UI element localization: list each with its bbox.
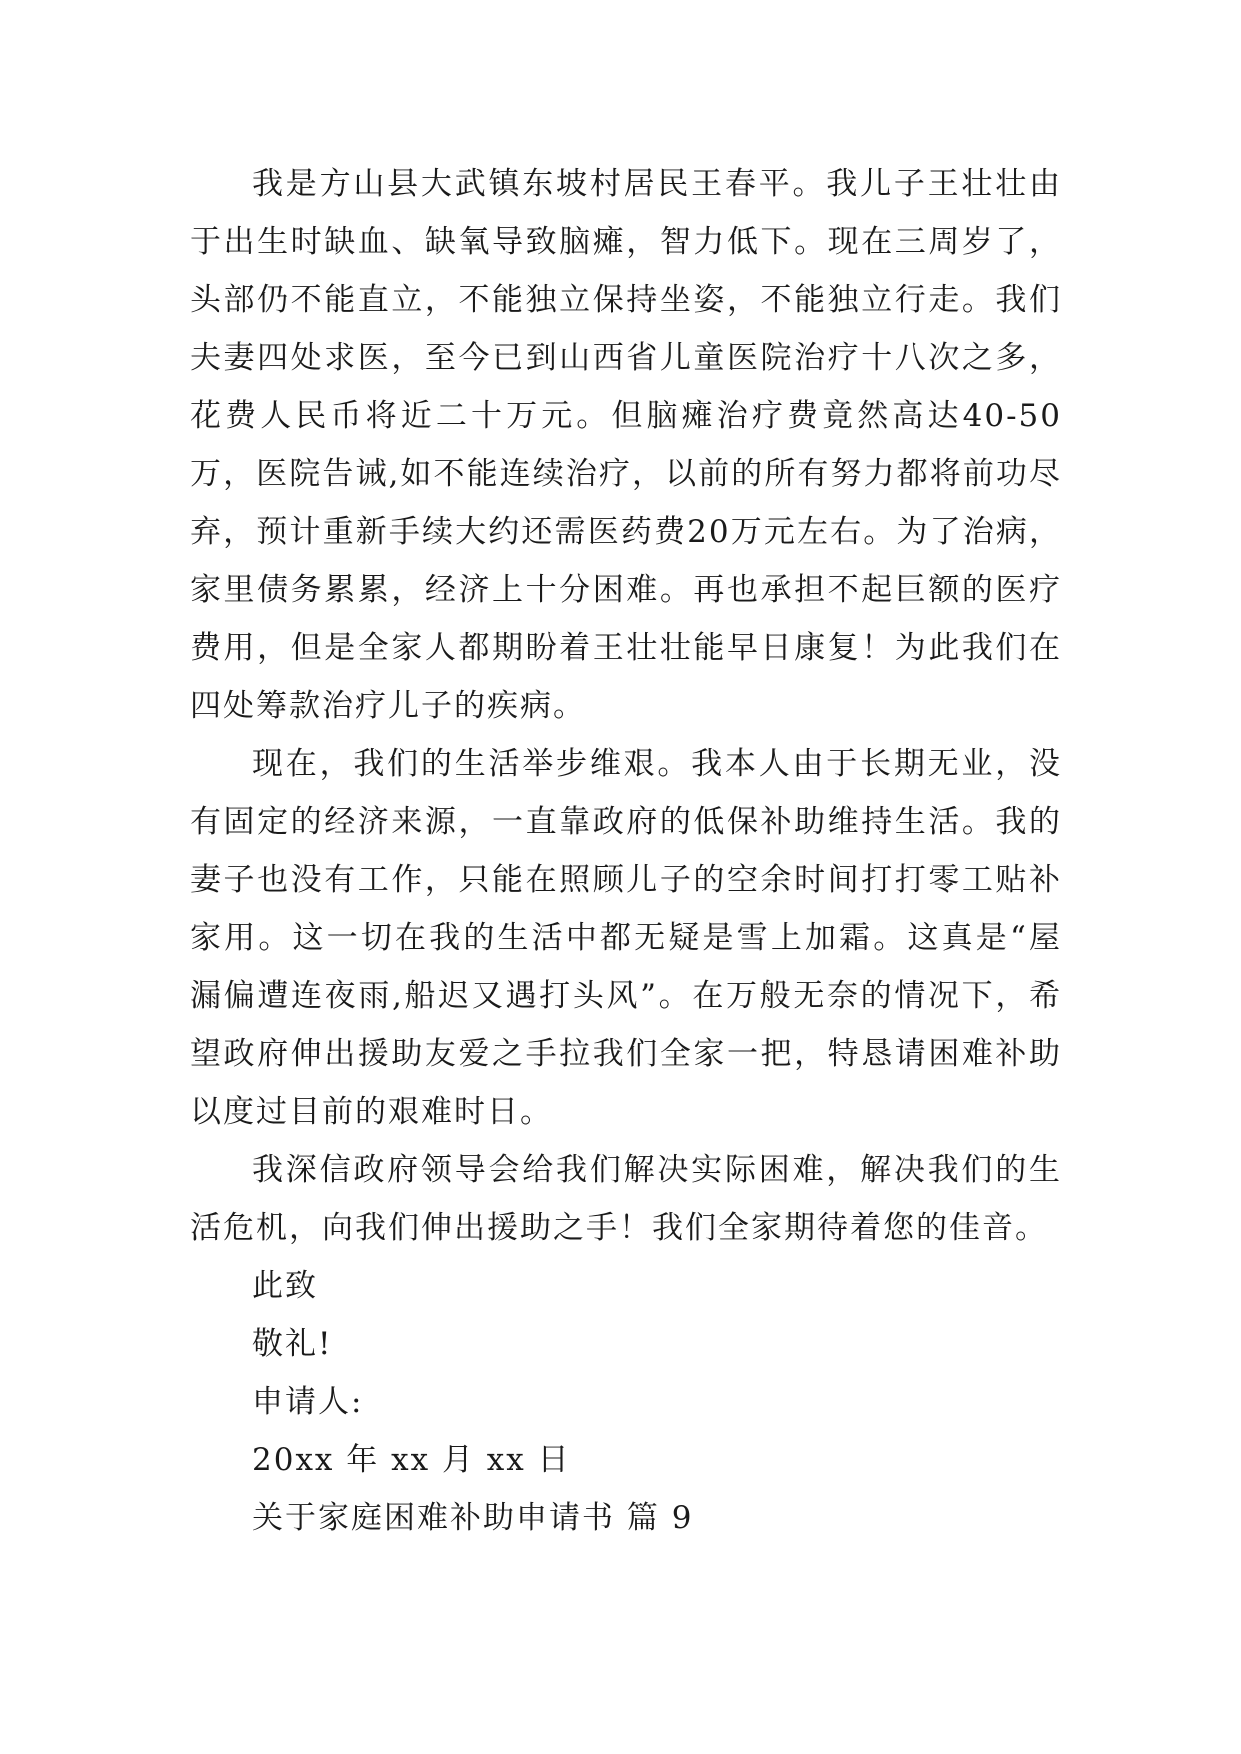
date-line: 20xx 年 xx 月 xx 日: [252, 1442, 571, 1478]
salute-line: 敬礼!: [252, 1326, 333, 1362]
next-section-title: 关于家庭困难补助申请书 篇 9: [252, 1500, 694, 1536]
closing-line: 此致: [252, 1268, 318, 1304]
document-body: [190, 155, 1062, 1547]
paragraph-3: 我深信政府领导会给我们解决实际困难，解决我们的生活危机，向我们伸出援助之手！我们全家期待着您的佳音。: [190, 1152, 1062, 1246]
paragraph-2: 现在，我们的生活举步维艰。我本人由于长期无业，没有固定的经济来源，一直靠政府的低保补助维持生活。我的妻子也没有工作，只能在照顾儿子的空余时间打打零工贴补家用。这一切在我的生活中都无疑是雪上加霜。这真是“屋漏偏遭连夜雨,船迟又遇打头风”。在万般无奈的情况下，希望政府伸出援助友爱之手拉我们全家一把，特恳请困难补助以度过目前的艰难时日。: [190, 746, 1062, 1130]
applicant-label: 申请人:: [252, 1384, 364, 1420]
paragraph-1: 我是方山县大武镇东坡村居民王春平。我儿子王壮壮由于出生时缺血、缺氧导致脑瘫，智力低下。现在三周岁了，头部仍不能直立，不能独立保持坐姿，不能独立行走。我们夫妻四处求医，至今已到山西省儿童医院治疗十八次之多，花费人民币将近二十万元。但脑瘫治疗费竟然高达40-50万，医院告诫,如不能连续治疗，以前的所有努力都将前功尽弃，预计重新手续大约还需医药费20万元左右。为了治病，家里债务累累，经济上十分困难。再也承担不起巨额的医疗费用，但是全家人都期盼着王壮壮能早日康复！为此我们在四处筹款治疗儿子的疾病。: [190, 166, 1062, 724]
